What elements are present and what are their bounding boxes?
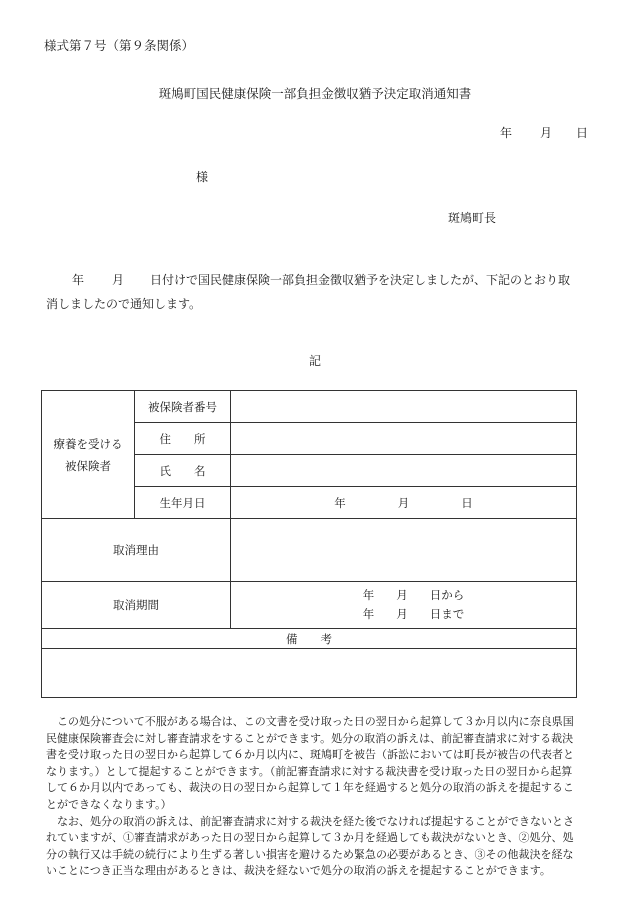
period-to	[251, 605, 576, 624]
notice-paragraph-1: この処分について不服がある場合は、この文書を受け取った日の翌日から起算して３か月以内に奈良県国民健康保険審査会に対し審査請求をすることができます。処分の取消の訴えは、前記審査請求に対する裁決書を受け取った日の翌日から起算して６か月以内に、斑鳩町を被告（訴訟においては町長が被告の代表者となります。）として提起することができます。（前記審査請求に対する裁決書を受け取った日の翌日から起算して６か月以内であっても、裁決の日の翌日から起算して１年を経過すると処分の取消の訴えを提起することができなくなります。）	[46, 715, 574, 811]
ki-heading: 記	[308, 354, 321, 368]
period-to-year: 年	[362, 607, 375, 621]
form-number: 様式第７号（第９条関係）	[44, 38, 195, 53]
details-table	[41, 390, 577, 698]
insured-label-line1: 療養を受ける	[53, 436, 123, 451]
address-value[interactable]	[231, 423, 577, 455]
birth-month: 月	[397, 495, 410, 510]
issue-date-month: 月	[540, 126, 553, 140]
period-from-suffix: 日から	[429, 588, 465, 602]
birth-year: 年	[334, 495, 346, 510]
period-to-month: 月	[396, 607, 408, 621]
issue-date-year: 年	[500, 126, 513, 140]
cancel-period-label: 取消期間	[42, 582, 231, 629]
body-text: 日付けで国民健康保険一部負担金徴収猶予を決定しましたが、下記のとおり取消しましたので通知します。	[46, 273, 571, 311]
birth-day: 日	[461, 495, 473, 510]
body-paragraph	[46, 268, 582, 316]
cancel-reason-label: 取消理由	[42, 519, 231, 582]
name-label: 氏 名	[135, 455, 231, 487]
cancel-period-value[interactable]	[231, 582, 577, 629]
issue-date	[500, 124, 588, 141]
address-label: 住 所	[135, 423, 231, 455]
addressee-suffix: 様	[196, 170, 209, 184]
insurer-number-label: 被保険者番号	[135, 391, 231, 423]
body-month: 月	[112, 273, 125, 287]
issue-date-day: 日	[576, 126, 589, 140]
remarks-label: 備 考	[42, 629, 577, 649]
period-from-year: 年	[362, 588, 375, 602]
insured-person-label	[42, 391, 135, 519]
period-from	[251, 586, 576, 605]
appeal-notice	[46, 714, 582, 880]
insurer-number-value[interactable]	[231, 391, 577, 423]
remarks-value[interactable]	[42, 649, 577, 698]
body-year: 年	[72, 273, 85, 287]
birthdate-value[interactable]	[231, 487, 577, 519]
name-value[interactable]	[231, 455, 577, 487]
sender-name: 斑鳩町長	[448, 211, 497, 225]
period-from-month: 月	[396, 588, 408, 602]
notice-paragraph-2: なお、処分の取消の訴えは、前記審査請求に対する裁決を経た後でなければ提起することができないとされていますが、①審査請求があった日の翌日から起算して３か月を経過しても裁決がないとき、②処分、処分の執行又は手続の続行により生ずる著しい損害を避けるため緊急の必要があるとき、③その他裁決を経ないことにつき正当な理由があるときは、裁決を経ないで処分の取消の訴えを提起することができます。	[46, 814, 574, 878]
insured-label-line2: 被保険者	[65, 458, 111, 473]
birthdate-label: 生年月日	[135, 487, 231, 519]
period-to-suffix: 日まで	[429, 607, 465, 621]
cancel-reason-value[interactable]	[231, 519, 577, 582]
document-title: 斑鳩町国民健康保険一部負担金徴収猶予決定取消通知書	[158, 86, 472, 101]
